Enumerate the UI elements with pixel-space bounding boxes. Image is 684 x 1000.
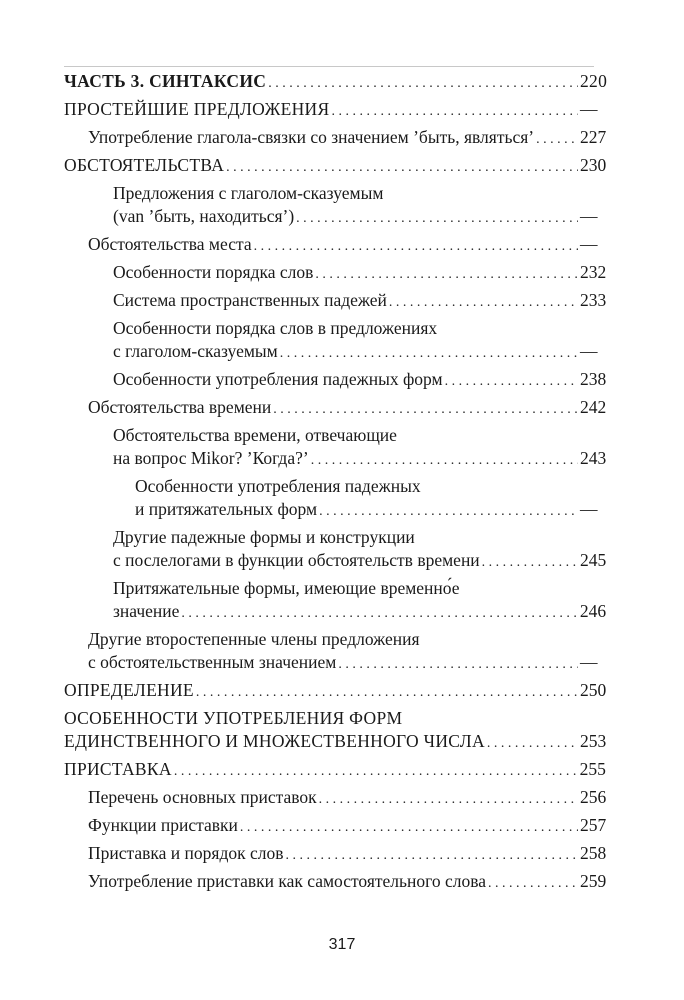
- toc-entry-title: Употребление глагола-связки со значением ’быть, являться’: [88, 127, 535, 147]
- dot-leader: [488, 870, 578, 895]
- toc-entry[interactable]: [64, 98, 598, 123]
- toc-entry[interactable]: [64, 679, 607, 704]
- toc-entry-page-number: —: [580, 99, 598, 119]
- toc-entry-leader-line: [113, 447, 607, 472]
- toc-entry-title: Особенности употребления падежных форм: [113, 369, 443, 389]
- toc-entry-title: с послелогами в функции обстоятельств времени: [113, 550, 480, 570]
- dot-leader: [445, 368, 578, 393]
- toc-entry-leader-line: [113, 368, 607, 393]
- toc-entry-title: с обстоятельственным значением: [88, 652, 337, 672]
- toc-entry-page-number: 253: [580, 731, 607, 751]
- toc-entry-leader-line: [113, 340, 598, 365]
- dot-leader: [196, 679, 578, 704]
- toc-entry-title: значение: [113, 601, 180, 621]
- toc-entry-page-number: 259: [580, 871, 607, 891]
- toc-entry-title-line: Предложения с глаголом-сказуемым: [113, 183, 384, 203]
- toc-entry[interactable]: [64, 870, 607, 895]
- toc-entry-title-line: Другие падежные формы и конструкции: [113, 527, 415, 547]
- toc-entry-page-number: 255: [579, 759, 606, 779]
- toc-entry-title: Обстоятельства места: [88, 234, 252, 254]
- toc-entry-page-number: 246: [579, 601, 607, 621]
- toc-entry-title-line: Особенности употребления падежных: [135, 476, 421, 496]
- dot-leader: [273, 396, 578, 421]
- toc-entry-leader-line: [64, 730, 607, 755]
- dot-leader: [482, 549, 578, 574]
- toc-entry-title: Обстоятельства времени: [88, 397, 272, 417]
- toc-entry-leader-line: [113, 205, 598, 230]
- dot-leader: [389, 289, 578, 314]
- page-number: 317: [328, 936, 356, 953]
- toc-entry[interactable]: [64, 707, 607, 755]
- dot-leader: [174, 758, 578, 783]
- toc-entry[interactable]: [64, 475, 598, 523]
- toc-entry-page-number: —: [580, 234, 598, 254]
- toc-entry-leader-line: [88, 842, 607, 867]
- toc-entry-page-number: 238: [580, 369, 607, 389]
- toc-entry-title: ПРОСТЕЙШИЕ ПРЕДЛОЖЕНИЯ: [64, 99, 330, 119]
- dot-leader: [319, 498, 578, 523]
- toc-entry-page-number: 230: [580, 155, 607, 175]
- dot-leader: [226, 154, 578, 179]
- toc-entry-leader-line: [88, 786, 607, 811]
- toc-entry[interactable]: [64, 126, 607, 151]
- toc-entry[interactable]: [64, 526, 607, 574]
- toc-entry-title-line: Другие второстепенные члены предложения: [88, 629, 420, 649]
- toc-entry-title: на вопрос Mikor? ’Когда?’: [113, 448, 309, 468]
- toc-entry[interactable]: [64, 842, 607, 867]
- toc-entry-leader-line: [88, 870, 607, 895]
- toc-entry[interactable]: [64, 814, 607, 839]
- dot-leader: [536, 126, 578, 151]
- toc-entry[interactable]: [64, 368, 607, 393]
- toc-entry-page-number: —: [580, 206, 598, 226]
- toc-entry[interactable]: [64, 70, 608, 95]
- toc-entry-page-number: 242: [580, 397, 607, 417]
- toc-entry[interactable]: [64, 317, 598, 365]
- toc-entry-title: Функции приставки: [88, 815, 238, 835]
- toc-entry[interactable]: [64, 289, 607, 314]
- toc-entry[interactable]: [64, 786, 607, 811]
- toc-entry-page-number: 257: [580, 815, 607, 835]
- toc-entry-page-number: 250: [580, 680, 607, 700]
- toc-entry-title: ОБСТОЯТЕЛЬСТВА: [64, 155, 225, 175]
- toc-entry-title: и притяжательных форм: [135, 499, 318, 519]
- toc-entry-page-number: 227: [580, 127, 607, 147]
- toc-entry[interactable]: [64, 154, 607, 179]
- toc-entry[interactable]: [64, 396, 607, 421]
- toc-entry[interactable]: [64, 628, 598, 676]
- toc-entry-leader-line: [88, 651, 598, 676]
- toc-entry-page-number: 220: [580, 71, 608, 91]
- toc-entry-leader-line: [64, 98, 598, 123]
- toc-entry-page-number: 258: [580, 843, 607, 863]
- toc-entry-title: Приставка и порядок слов: [88, 843, 284, 863]
- toc-entry[interactable]: [64, 261, 607, 286]
- toc-entry-title: Особенности порядка слов: [113, 262, 314, 282]
- dot-leader: [296, 205, 578, 230]
- dot-leader: [319, 786, 578, 811]
- toc-entry-title-line: Притяжательные формы, имеющие временно́е: [113, 578, 460, 598]
- toc-entry-title: Употребление приставки как самостоятельного слова: [88, 871, 487, 891]
- toc-entry-title: Система пространственных падежей: [113, 290, 387, 310]
- dot-leader: [280, 340, 578, 365]
- toc-entry-page-number: —: [580, 499, 598, 519]
- toc-entry[interactable]: [64, 577, 607, 625]
- toc-entry-leader-line: [64, 679, 607, 704]
- toc-entry-page-number: 233: [580, 290, 607, 310]
- toc-entry-title: Перечень основных приставок: [88, 787, 317, 807]
- dot-leader: [240, 814, 578, 839]
- toc-entry[interactable]: [64, 233, 598, 258]
- toc-entry-leader-line: [64, 154, 607, 179]
- toc-entry-leader-line: [88, 814, 607, 839]
- toc-entry-title-line: Обстоятельства времени, отвечающие: [113, 425, 397, 445]
- toc-entry-leader-line: [113, 600, 607, 625]
- top-rule: [64, 66, 594, 67]
- dot-leader: [331, 98, 578, 123]
- dot-leader: [315, 261, 578, 286]
- dot-leader: [254, 233, 578, 258]
- toc-entry-leader-line: [135, 498, 598, 523]
- toc-entry-page-number: 243: [580, 448, 607, 468]
- dot-leader: [286, 842, 579, 867]
- toc-entry-page-number: 232: [580, 262, 607, 282]
- toc-entry-leader-line: [88, 396, 607, 421]
- toc-entry-leader-line: [64, 70, 608, 95]
- toc-entry-leader-line: [88, 233, 598, 258]
- toc-entry-title: ОПРЕДЕЛЕНИЕ: [64, 680, 194, 700]
- toc-entry-title: с глаголом-сказуемым: [113, 341, 278, 361]
- dot-leader: [268, 70, 578, 95]
- toc-entry-leader-line: [113, 549, 607, 574]
- toc-entry[interactable]: [64, 182, 598, 230]
- toc-entry-page-number: —: [580, 652, 598, 672]
- toc-entry-title: ПРИСТАВКА: [64, 759, 172, 779]
- toc-entry[interactable]: [64, 424, 607, 472]
- toc-entry-page-number: 256: [580, 787, 607, 807]
- toc-entry-page-number: —: [580, 341, 598, 361]
- toc-entry-title: ЕДИНСТВЕННОГО И МНОЖЕСТВЕННОГО ЧИСЛА: [64, 731, 485, 751]
- toc-entry-leader-line: [113, 261, 607, 286]
- toc-entry[interactable]: [64, 758, 606, 783]
- toc-entry-title-line: ОСОБЕННОСТИ УПОТРЕБЛЕНИЯ ФОРМ: [64, 708, 403, 728]
- toc-entry-leader-line: [88, 126, 607, 151]
- toc-entry-title: ЧАСТЬ 3. СИНТАКСИС: [64, 71, 267, 91]
- dot-leader: [338, 651, 578, 676]
- toc-entry-title: (van ’быть, находиться’): [113, 206, 295, 226]
- toc-entry-leader-line: [113, 289, 607, 314]
- toc-entry-title-line: Особенности порядка слов в предложениях: [113, 318, 438, 338]
- table-of-contents: [64, 70, 608, 898]
- dot-leader: [311, 447, 578, 472]
- dot-leader: [181, 600, 577, 625]
- toc-entry-page-number: 245: [580, 550, 607, 570]
- toc-entry-leader-line: [64, 758, 606, 783]
- dot-leader: [487, 730, 578, 755]
